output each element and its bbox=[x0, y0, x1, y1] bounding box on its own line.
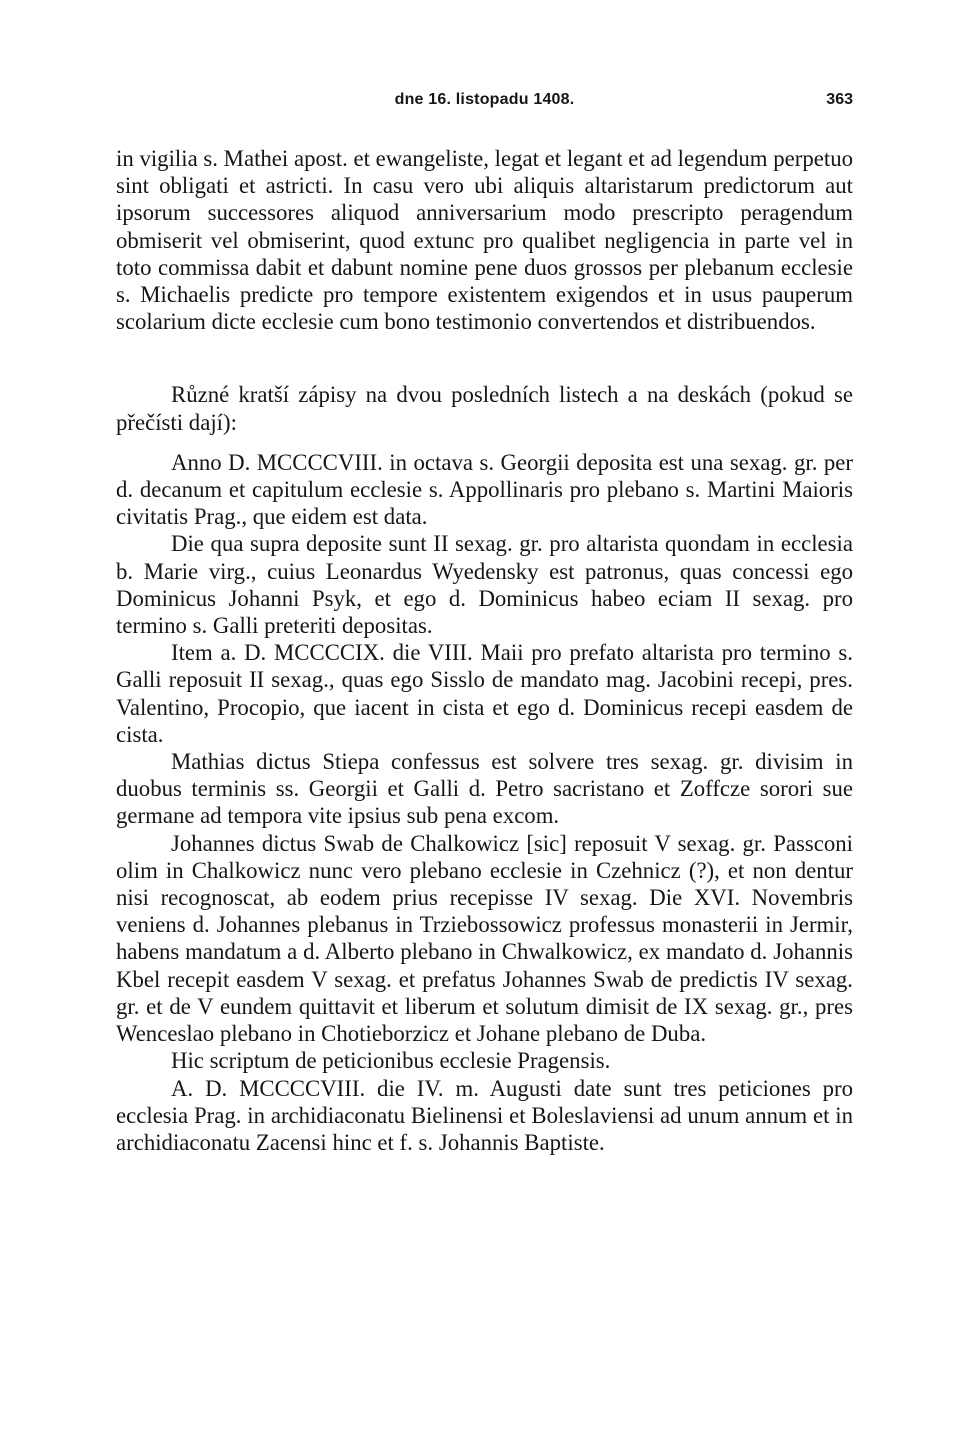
entry-paragraph: Anno D. MCCCCVIII. in octava s. Georgii deposita est una sexag. gr. per d. decanum et capitulum ecclesie s. Appollinaris pro plebano s. Martini Maioris civitatis Prag., que eidem est data. bbox=[116, 449, 853, 530]
entry-paragraph: A. D. MCCCCVIII. die IV. m. Augusti date sunt tres peticiones pro ecclesia Prag. in archidiaconatu Bielinensi et Boleslaviensi ad unum annum et in archidiaconatu Zacensi hinc et f. s. Johannis Baptiste. bbox=[116, 1075, 853, 1155]
section-heading-note: Různé kratší zápisy na dvou posledních listech a na deskách (pokud se přečísti dají): bbox=[116, 382, 853, 435]
header-title: dne 16. listopadu 1408. bbox=[394, 91, 575, 108]
entry-paragraph: Item a. D. MCCCCIX. die VIII. Maii pro prefato altarista pro termino s. Galli reposuit II sexag., quas ego Sisslo de mandato mag. Jacobini recepi, pres. Valentino, Procopio, que iacent in cista et ego d. Dominicus recepi easdem de cista. bbox=[116, 640, 853, 747]
running-header bbox=[116, 91, 853, 115]
entry-paragraph: Hic scriptum de peticionibus ecclesie Pragensis. bbox=[171, 1048, 611, 1074]
entry-paragraph: Die qua supra deposite sunt II sexag. gr. pro altarista quondam in ecclesia b. Marie virg., cuius Leonardus Wyedensky est patronus, quas concessi ego Dominicus Johanni Psyk, et ego d. Dominicus habeo eciam II sexag. pro termino s. Galli preteriti depositas. bbox=[116, 531, 853, 639]
page-number: 363 bbox=[826, 91, 853, 108]
entry-paragraph: Mathias dictus Stiepa confessus est solvere tres sexag. gr. divisim in duobus terminis ss. Georgii et Galli d. Petro sacristano et Zoffcze sorori sue germane ad tempora vite ipsius sub pena excom. bbox=[116, 749, 853, 829]
paragraph-continuation: in vigilia s. Mathei apost. et ewangeliste, legat et legant et ad legendum perpetuo sint obligati et astricti. In casu vero ubi aliquis altaristarum predictorum aut ipsorum successores aliquod anniversarium modo prescripto peragendum obmiserit vel obmiserint, quod extunc pro qualibet negligencia in parte vel in toto commissa dabit et dabunt nomine pene duos grossos per plebanum ecclesie s. Michaelis predicte pro tempore existentem exigendos et in usus pauperum scolarium dicte ecclesie cum bono testimonio convertendos et distribuendos. bbox=[116, 146, 853, 335]
page-body bbox=[116, 145, 853, 1156]
entry-paragraph: Johannes dictus Swab de Chalkowicz [sic] reposuit V sexag. gr. Passconi olim in Chalkowicz nunc vero plebano ecclesie in Czehnicz (?), et non dentur nisi recognoscat, ab eodem prius recepisse IV sexag. Die XVI. Novembris veniens d. Johannes plebanus in Trziebossowicz professus monasterii in Jermir, habens mandatum a d. Alberto plebano in Chwalkowicz, ex mandato d. Johannis Kbel recepit easdem V sexag. et prefatus Johannes Swab de predictis IV sexag. gr. et de V eundem quittavit et liberum et solutum dimisit de IX sexag. gr., pres Wenceslao plebano in Chotieborzicz et Johane plebano de Duba. bbox=[116, 830, 853, 1047]
